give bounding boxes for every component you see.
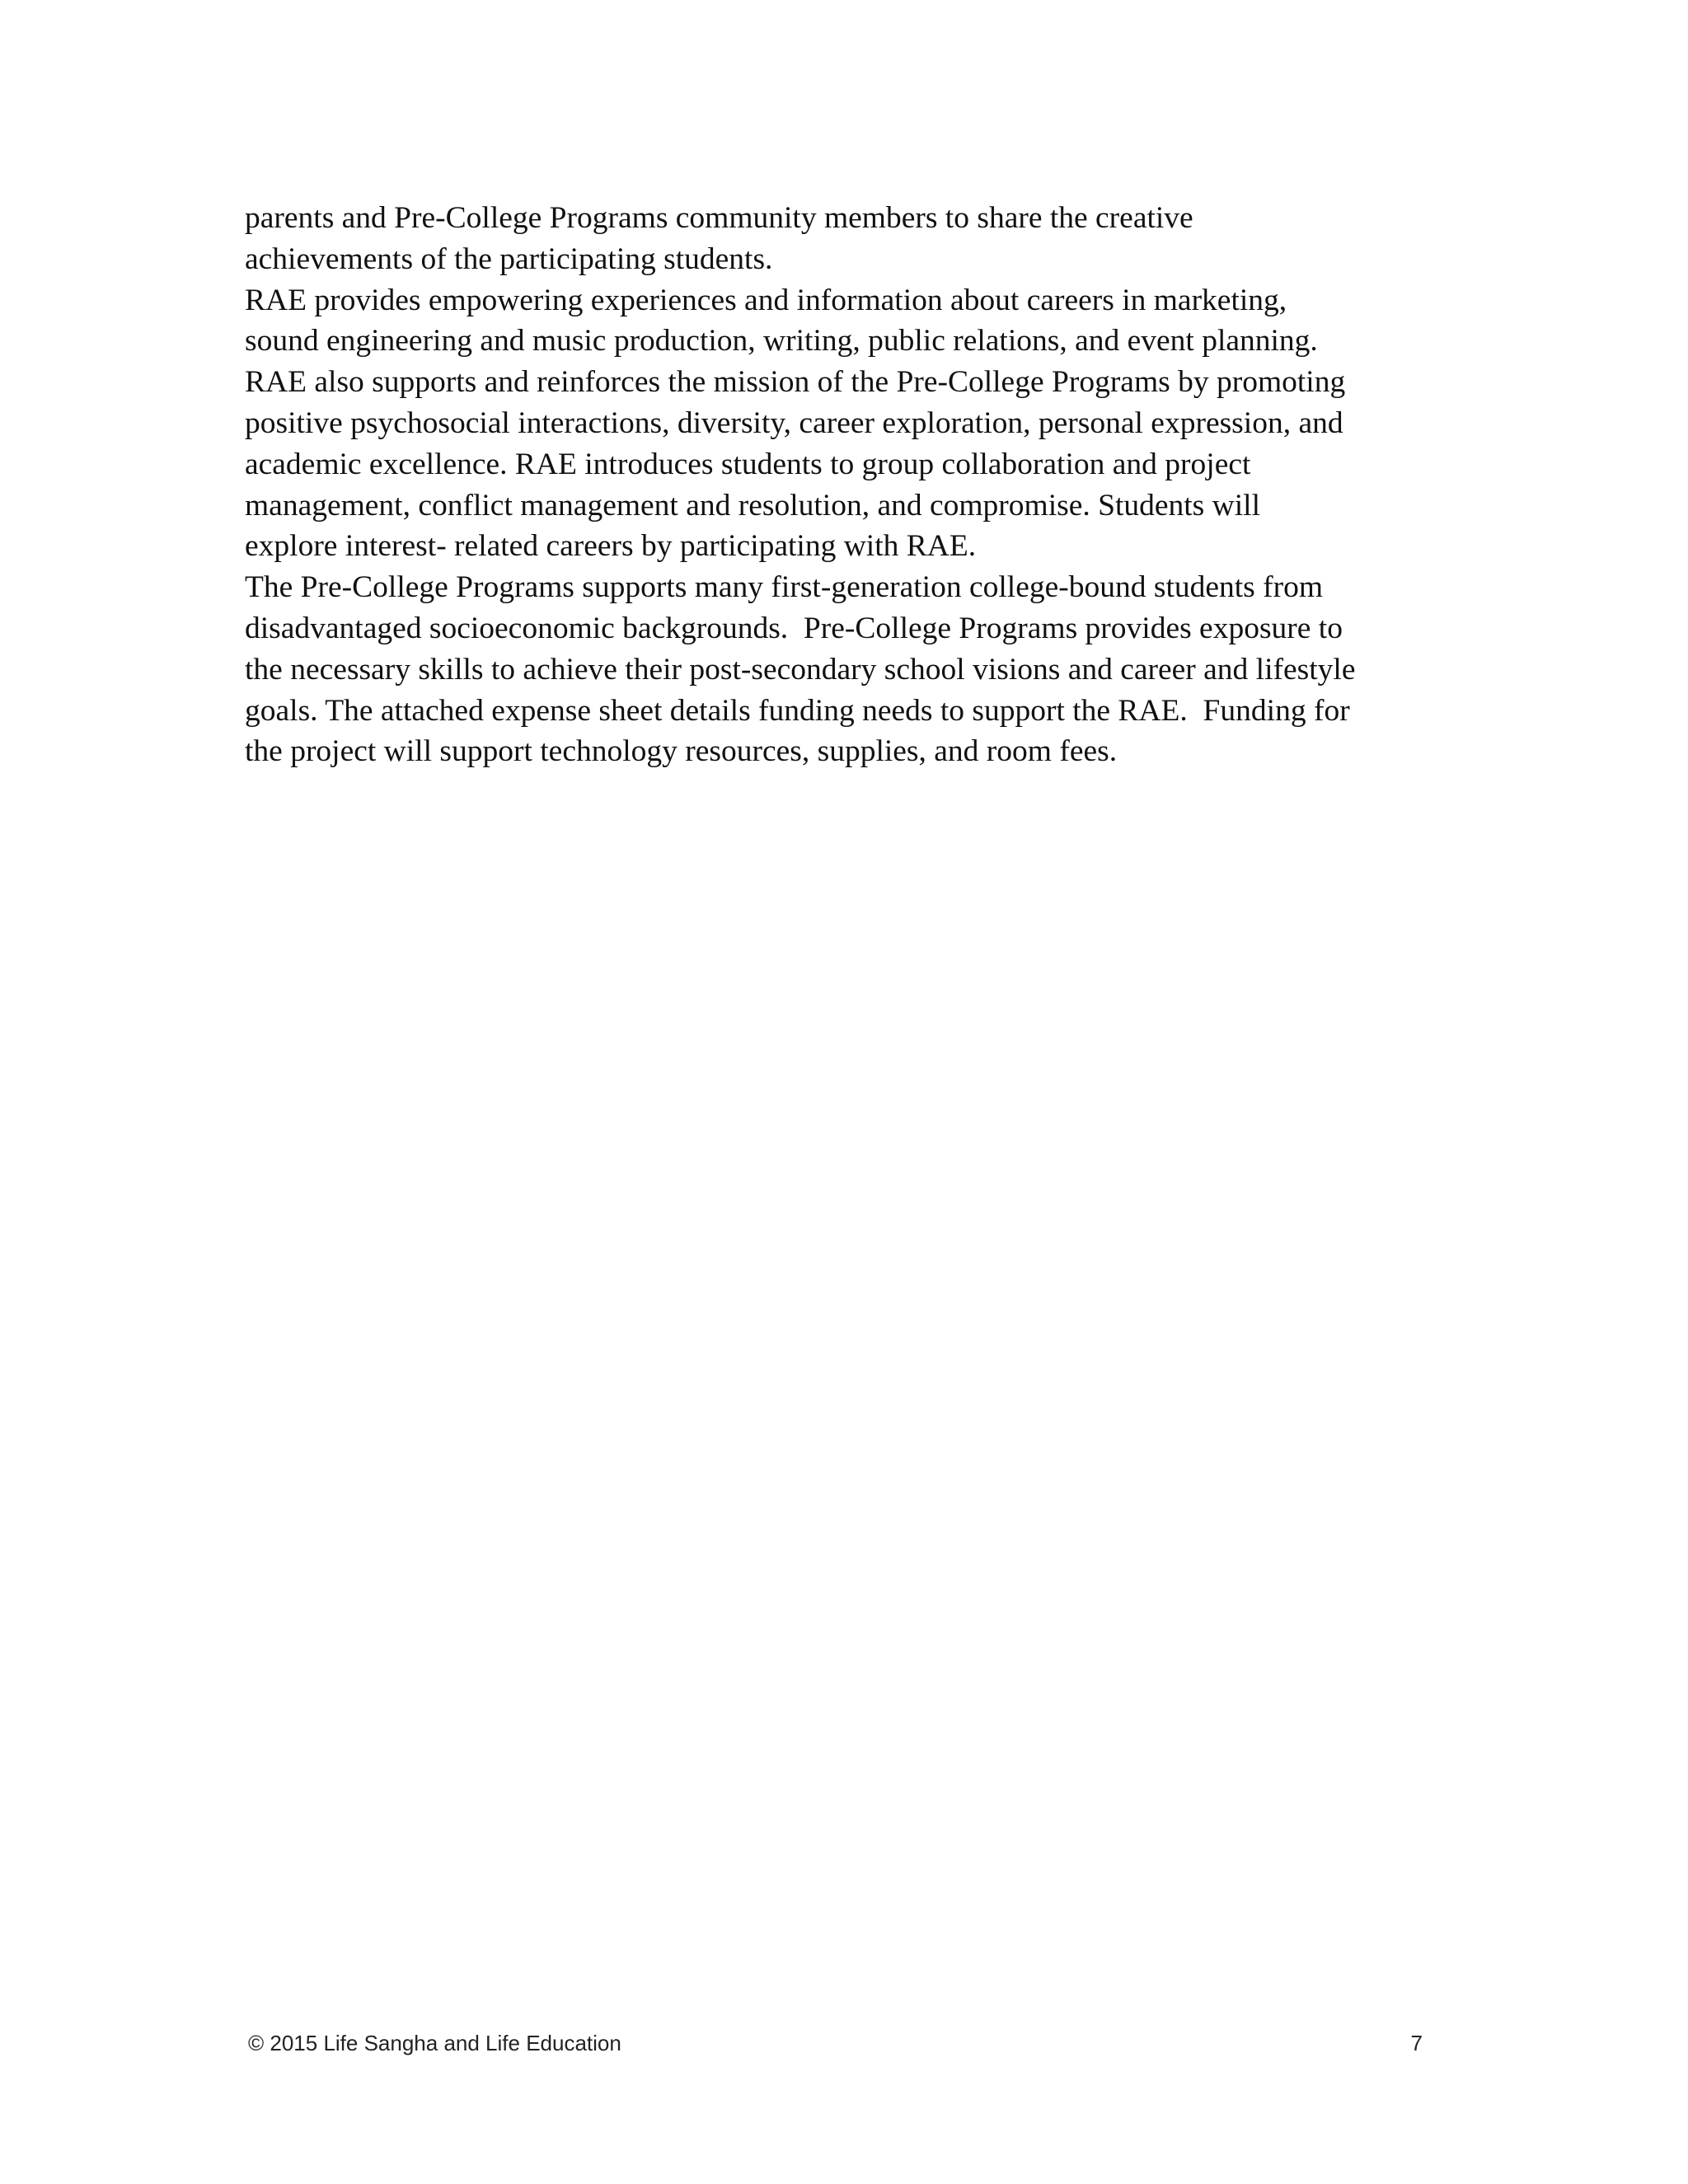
footer-copyright: © 2015 Life Sangha and Life Education <box>248 2031 621 2055</box>
text-line: sound engineering and music production, writing, public relations, and event planning. <box>245 324 1318 359</box>
text-line: academic excellence. RAE introduces students to group collaboration and project <box>245 447 1251 481</box>
text-line: disadvantaged socioeconomic backgrounds. Pre-College Programs provides exposure to <box>245 611 1343 645</box>
text-line: management, conflict management and resolution, and compromise. Students will <box>245 488 1260 523</box>
body-text <box>245 198 1456 772</box>
text-line: The Pre-College Programs supports many first-generation college-bound students from <box>245 570 1324 605</box>
text-line: RAE provides empowering experiences and information about careers in marketing, <box>245 283 1287 317</box>
text-line: the project will support technology resources, supplies, and room fees. <box>245 734 1118 769</box>
page-number: 7 <box>1410 2031 1423 2055</box>
text-line: the necessary skills to achieve their post-secondary school visions and career and lifestyle <box>245 652 1356 687</box>
text-line: achievements of the participating students. <box>245 241 773 276</box>
text-line: RAE also supports and reinforces the mission of the Pre-College Programs by promoting <box>245 365 1346 400</box>
page-footer <box>248 2028 1423 2058</box>
text-line: positive psychosocial interactions, diversity, career exploration, personal expression, and <box>245 405 1343 440</box>
text-line: explore interest- related careers by participating with RAE. <box>245 529 977 564</box>
text-line: parents and Pre-College Programs community members to share the creative <box>245 201 1193 235</box>
text-line: goals. The attached expense sheet details funding needs to support the RAE. Funding for <box>245 693 1350 728</box>
